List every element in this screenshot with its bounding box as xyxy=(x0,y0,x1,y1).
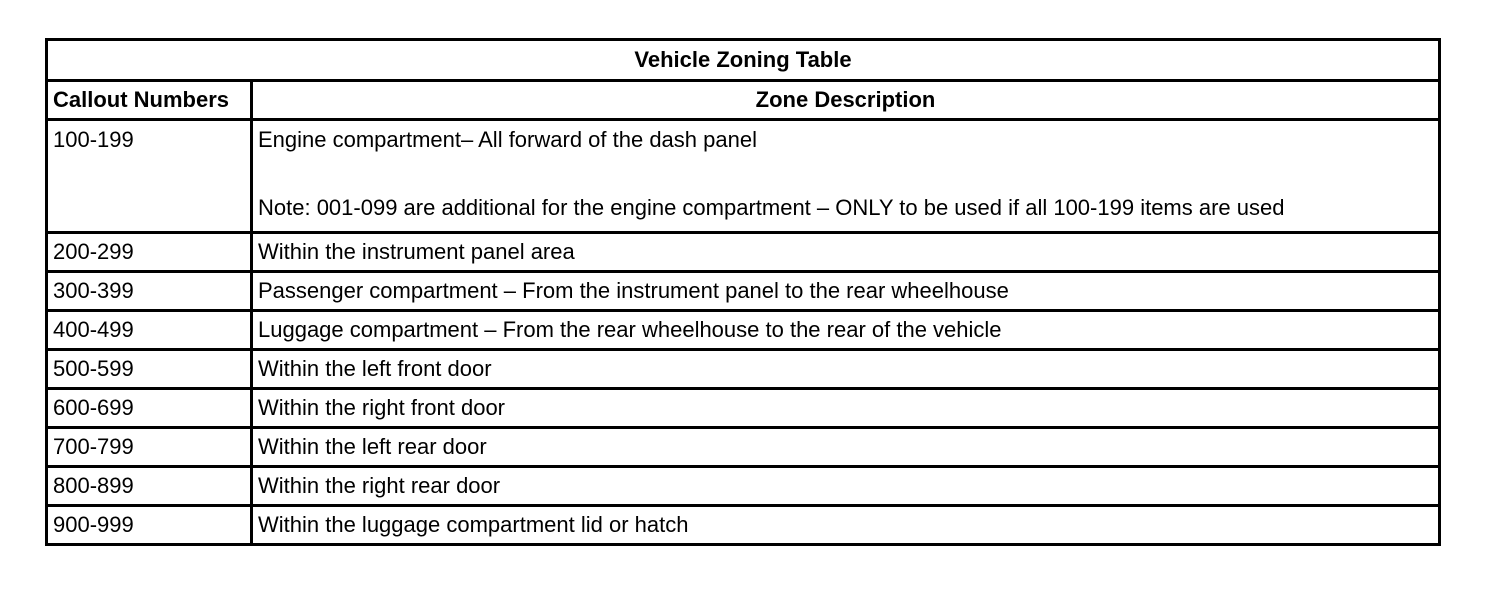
callout-cell: 900-999 xyxy=(47,506,252,545)
table-row xyxy=(47,233,1440,272)
description-cell: Within the right front door xyxy=(252,389,1440,428)
description-cell xyxy=(252,120,1440,233)
table-row xyxy=(47,350,1440,389)
header-zone-description: Zone Description xyxy=(252,81,1440,120)
callout-cell: 800-899 xyxy=(47,467,252,506)
callout-cell: 300-399 xyxy=(47,272,252,311)
description-cell: Within the left front door xyxy=(252,350,1440,389)
table-row xyxy=(47,389,1440,428)
callout-cell: 500-599 xyxy=(47,350,252,389)
callout-cell: 400-499 xyxy=(47,311,252,350)
zone-note: Note: 001-099 are additional for the engine compartment – ONLY to be used if all 100-199 items are used xyxy=(258,195,1285,220)
table-row xyxy=(47,467,1440,506)
table-title: Vehicle Zoning Table xyxy=(47,40,1440,81)
description-cell: Luggage compartment – From the rear wheelhouse to the rear of the vehicle xyxy=(252,311,1440,350)
callout-cell: 200-299 xyxy=(47,233,252,272)
callout-cell: 100-199 xyxy=(47,120,252,233)
callout-cell: 700-799 xyxy=(47,428,252,467)
description-cell: Passenger compartment – From the instrument panel to the rear wheelhouse xyxy=(252,272,1440,311)
description-cell: Within the instrument panel area xyxy=(252,233,1440,272)
table-row xyxy=(47,506,1440,545)
table-row xyxy=(47,428,1440,467)
table-row xyxy=(47,272,1440,311)
header-callout-numbers: Callout Numbers xyxy=(47,81,252,120)
table-row xyxy=(47,120,1440,233)
callout-cell: 600-699 xyxy=(47,389,252,428)
description-cell: Within the luggage compartment lid or hatch xyxy=(252,506,1440,545)
zone-description: Engine compartment– All forward of the dash panel xyxy=(258,127,757,152)
description-cell: Within the left rear door xyxy=(252,428,1440,467)
table-header-row xyxy=(47,81,1440,120)
vehicle-zoning-table xyxy=(45,38,1441,546)
description-cell: Within the right rear door xyxy=(252,467,1440,506)
table-row xyxy=(47,311,1440,350)
table-title-row xyxy=(47,40,1440,81)
